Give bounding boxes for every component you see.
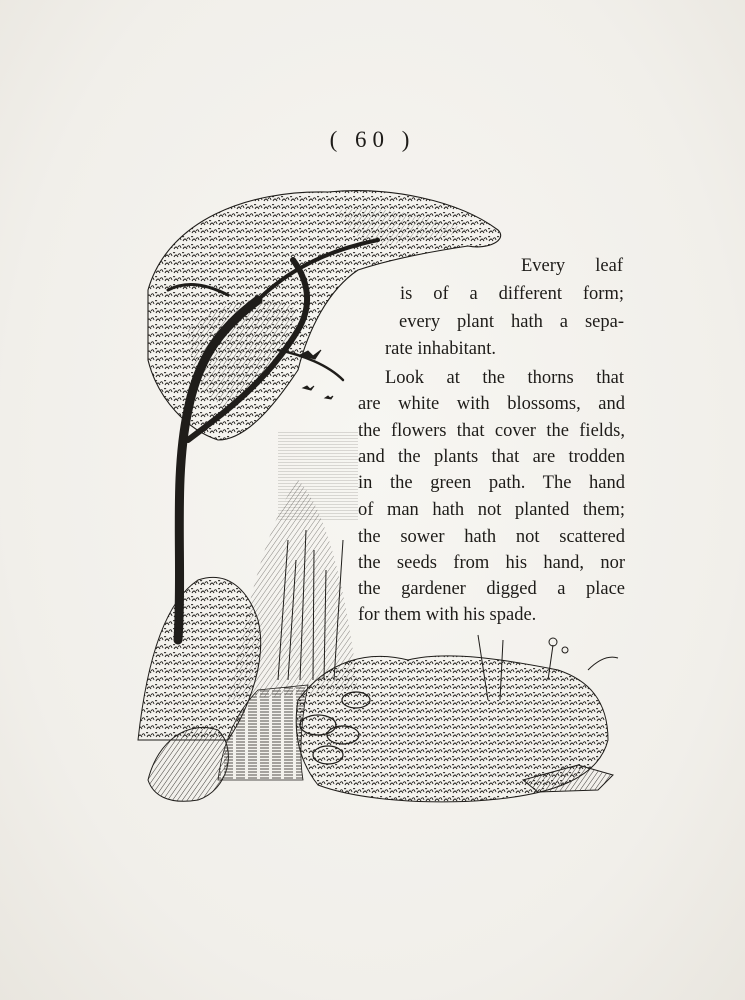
page-number: ( 60 )	[329, 127, 416, 152]
text-line: is of a different form;	[400, 284, 624, 304]
text-line: the flowers that cover the fields,	[358, 421, 625, 441]
text-line: and the plants that are trodden	[358, 447, 625, 467]
text-line: of man hath not planted them;	[358, 500, 625, 520]
text-line: rate inhabitant.	[385, 339, 496, 359]
text-line: in the green path. The hand	[358, 473, 625, 493]
text-line: Every leaf	[521, 256, 623, 276]
text-line: the gardener digged a place	[358, 579, 625, 599]
text-line: the seeds from his hand, nor	[358, 553, 625, 573]
text-line: every plant hath a sepa-	[399, 312, 624, 332]
text-line: for them with his spade.	[358, 605, 537, 625]
text-line: are white with blossoms, and	[358, 394, 625, 414]
text-line: the sower hath not scattered	[358, 527, 625, 547]
text-line: Look at the thorns that	[385, 368, 624, 388]
